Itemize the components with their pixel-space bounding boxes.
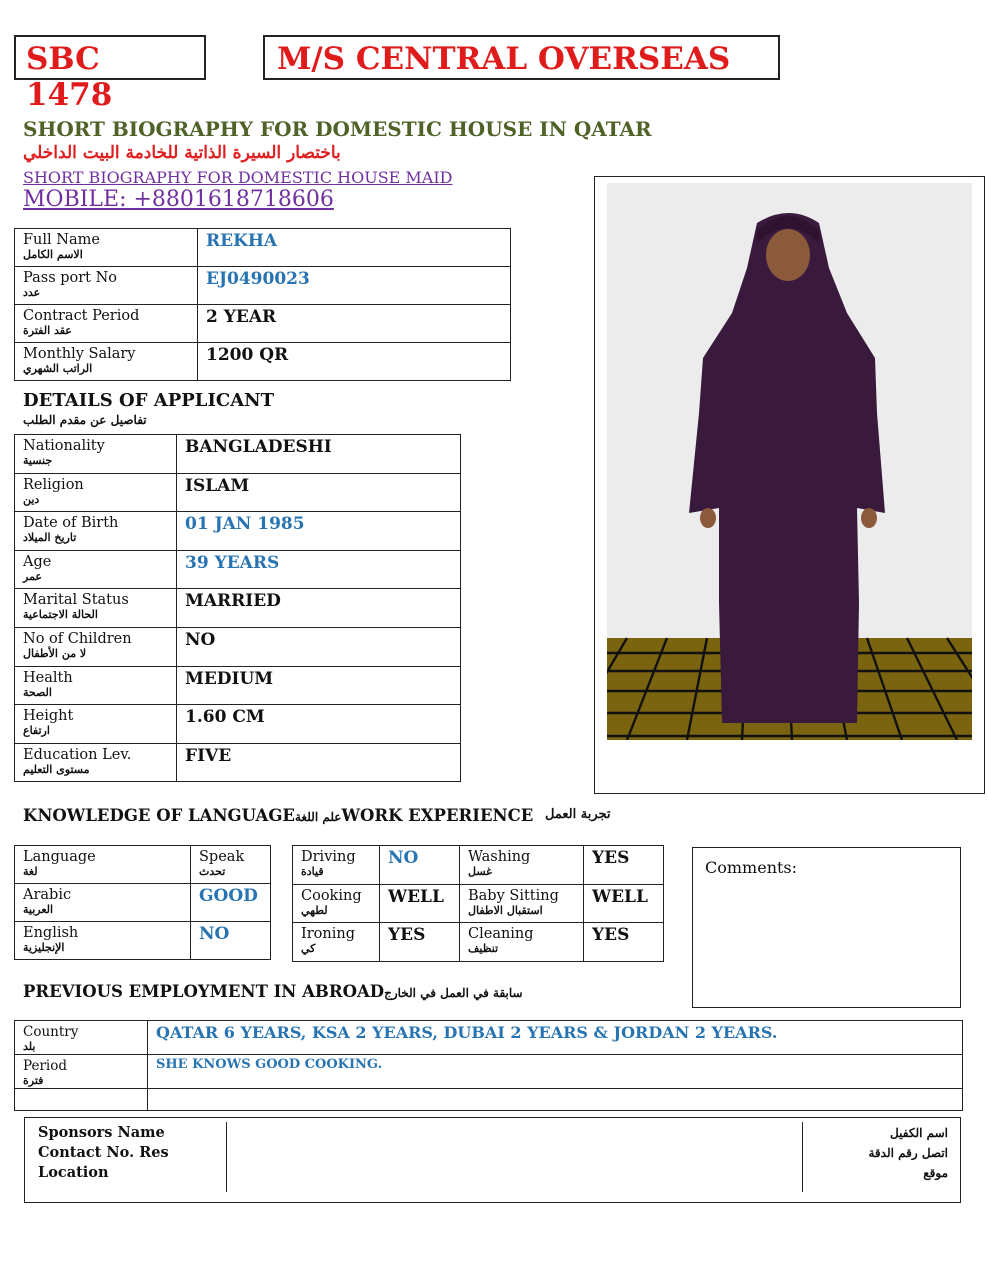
basic-value-cell xyxy=(198,267,511,305)
details-label-ar: لا من الأطفال xyxy=(23,646,87,660)
language-header-row xyxy=(15,846,271,884)
details-value-cell xyxy=(177,512,461,551)
basic-row xyxy=(15,229,511,267)
work-skill-ar: غسل xyxy=(468,865,492,878)
details-row xyxy=(15,435,461,474)
language-table xyxy=(14,845,271,960)
basic-value: EJ0490023 xyxy=(206,269,310,289)
language-label: English xyxy=(23,925,79,941)
language-header-label: Language xyxy=(23,849,96,865)
language-value: GOOD xyxy=(199,886,258,906)
work-skill-ar: تنظيف xyxy=(468,942,499,956)
previous-label: Period xyxy=(23,1058,68,1074)
basic-label-cell xyxy=(15,343,198,381)
basic-label-ar: الراتب الشهري xyxy=(23,362,93,375)
language-row xyxy=(15,922,271,960)
agency-text: M/S CENTRAL OVERSEAS xyxy=(277,41,731,77)
work-skill-cell xyxy=(293,884,380,923)
previous-label-ar: فترة xyxy=(23,1074,44,1087)
sponsor-label-cell xyxy=(30,1162,226,1192)
sponsor-label-ar: اتصل رقم الدقة xyxy=(868,1146,948,1160)
details-label-cell xyxy=(15,435,177,474)
language-label-cell xyxy=(15,922,191,960)
comments-box[interactable] xyxy=(692,847,961,1008)
work-row xyxy=(293,923,664,962)
work-skill-value-cell xyxy=(584,884,664,923)
basic-value: REKHA xyxy=(206,231,278,251)
details-label-ar: دين xyxy=(23,492,40,506)
language-header-ar: لغة xyxy=(23,865,38,878)
work-skill-value: YES xyxy=(388,925,426,946)
sponsor-row xyxy=(30,1162,956,1192)
applicant-photo xyxy=(607,183,972,740)
work-skill-ar: لطهي xyxy=(301,903,328,917)
basic-info-table xyxy=(14,228,511,381)
details-label-ar: جنسية xyxy=(23,454,53,467)
details-label-cell xyxy=(15,666,177,705)
details-row xyxy=(15,743,461,782)
work-skill-value-cell xyxy=(380,846,460,885)
sponsor-label: Contact No. Res xyxy=(38,1144,169,1161)
previous-label-cell xyxy=(15,1021,148,1055)
details-label: Age xyxy=(23,553,52,570)
work-row xyxy=(293,846,664,885)
details-value-cell xyxy=(177,666,461,705)
basic-label-cell xyxy=(15,305,198,343)
work-skill-label: Ironing xyxy=(301,926,355,943)
details-value: 01 JAN 1985 xyxy=(185,514,305,535)
work-skill-value-cell xyxy=(380,884,460,923)
details-row xyxy=(15,473,461,512)
work-skill-cell xyxy=(293,923,380,962)
details-label: Education Lev. xyxy=(23,746,132,763)
details-label-ar: عمر xyxy=(23,569,42,583)
details-value: MEDIUM xyxy=(185,668,274,689)
basic-row xyxy=(15,267,511,305)
previous-label-cell xyxy=(15,1055,148,1089)
details-label-ar: الحالة الاجتماعية xyxy=(23,608,98,622)
basic-label: Monthly Salary xyxy=(23,346,136,362)
sponsor-value-field[interactable] xyxy=(226,1162,802,1192)
details-label: Nationality xyxy=(23,438,105,454)
basic-label-cell xyxy=(15,229,198,267)
work-skill-cell xyxy=(293,846,380,885)
previous-value-cell xyxy=(148,1021,963,1055)
sponsor-label-cell xyxy=(30,1142,226,1162)
previous-empty-row xyxy=(15,1089,963,1111)
work-skill-value: YES xyxy=(592,925,630,946)
work-skill-value: YES xyxy=(592,848,630,868)
language-header-cell xyxy=(15,846,191,884)
speak-header-label: Speak xyxy=(199,849,245,865)
basic-label-ar: عقد الفترة xyxy=(23,324,72,337)
details-table xyxy=(14,434,461,782)
details-label-ar: الصحة xyxy=(23,685,52,699)
details-label-ar: تاريخ الميلاد xyxy=(23,531,77,545)
language-heading xyxy=(23,806,533,825)
sponsor-ar-cell xyxy=(802,1122,956,1142)
basic-value: 2 YEAR xyxy=(206,307,277,327)
work-skill-ar: كي xyxy=(301,942,316,956)
work-skill-cell xyxy=(460,884,584,923)
basic-label-ar: عدد xyxy=(23,286,41,299)
sponsor-value-field[interactable] xyxy=(226,1142,802,1162)
agency-box xyxy=(263,35,780,80)
details-value-cell xyxy=(177,435,461,474)
work-skill-value-cell xyxy=(380,923,460,962)
previous-row xyxy=(15,1021,963,1055)
previous-empty-cell xyxy=(15,1089,148,1111)
details-value-cell xyxy=(177,743,461,782)
details-heading: DETAILS OF APPLICANT xyxy=(23,390,275,411)
language-row xyxy=(15,884,271,922)
title-en: SHORT BIOGRAPHY FOR DOMESTIC HOUSE IN QATAR xyxy=(23,117,652,141)
work-skill-cell xyxy=(460,923,584,962)
language-heading-ar: علم اللغة xyxy=(294,810,342,824)
sponsor-row xyxy=(30,1142,956,1162)
work-skill-value-cell xyxy=(584,846,664,885)
details-label-cell xyxy=(15,743,177,782)
details-row xyxy=(15,666,461,705)
speak-header-ar: تحدث xyxy=(199,865,226,878)
work-skill-label: Driving xyxy=(301,849,356,865)
sponsor-value-field[interactable] xyxy=(226,1122,802,1142)
details-label-cell xyxy=(15,705,177,744)
previous-value-cell xyxy=(148,1055,963,1089)
basic-label-ar: الاسم الكامل xyxy=(23,248,83,261)
details-heading-ar: تفاصيل عن مقدم الطلب xyxy=(23,413,147,427)
details-value-cell xyxy=(177,589,461,628)
details-label-cell xyxy=(15,473,177,512)
language-value-cell xyxy=(191,922,271,960)
work-skill-ar: قيادة xyxy=(301,865,324,878)
title-maid: SHORT BIOGRAPHY FOR DOMESTIC HOUSE MAID xyxy=(23,168,453,187)
previous-row xyxy=(15,1055,963,1089)
details-value-cell xyxy=(177,627,461,666)
language-label-ar: الإنجليزية xyxy=(23,941,65,954)
details-value: FIVE xyxy=(185,745,232,766)
work-heading-en: WORK EXPERIENCE xyxy=(341,806,534,825)
language-label-cell xyxy=(15,884,191,922)
details-value-cell xyxy=(177,550,461,589)
code-text: SBC 1478 xyxy=(26,41,113,113)
sponsor-ar-cell xyxy=(802,1142,956,1162)
details-label: Marital Status xyxy=(23,592,129,609)
work-skill-ar: استقبال الاطفال xyxy=(468,903,543,917)
language-label-ar: العربية xyxy=(23,903,54,916)
details-row xyxy=(15,589,461,628)
mobile-number: MOBILE: +8801618718606 xyxy=(23,187,334,212)
details-value-cell xyxy=(177,473,461,512)
work-table xyxy=(292,845,664,962)
work-skill-label: Cleaning xyxy=(468,926,534,943)
details-row xyxy=(15,550,461,589)
previous-label: Country xyxy=(23,1024,79,1040)
sponsor-ar-cell xyxy=(802,1162,956,1192)
sponsor-table xyxy=(30,1122,956,1192)
details-row xyxy=(15,705,461,744)
work-skill-value: WELL xyxy=(388,886,444,907)
sponsor-row xyxy=(30,1122,956,1142)
details-label: No of Children xyxy=(23,630,132,647)
details-label: Religion xyxy=(23,476,84,493)
basic-label-cell xyxy=(15,267,198,305)
details-row xyxy=(15,627,461,666)
details-value: NO xyxy=(185,629,216,650)
details-label: Health xyxy=(23,669,73,686)
details-label: Date of Birth xyxy=(23,515,119,532)
work-skill-value: NO xyxy=(388,848,419,868)
details-label-cell xyxy=(15,550,177,589)
previous-value: SHE KNOWS GOOD COOKING. xyxy=(156,1057,383,1072)
sponsor-label-cell xyxy=(30,1122,226,1142)
details-label-cell xyxy=(15,589,177,628)
details-label: Height xyxy=(23,708,74,725)
basic-row xyxy=(15,305,511,343)
details-label-ar: مستوى التعليم xyxy=(23,762,90,776)
details-label-cell xyxy=(15,627,177,666)
sponsor-label-ar: اسم الكفيل xyxy=(890,1126,948,1140)
work-skill-cell xyxy=(460,846,584,885)
work-skill-label: Baby Sitting xyxy=(468,887,559,904)
language-value-cell xyxy=(191,884,271,922)
details-value-cell xyxy=(177,705,461,744)
details-value: 1.60 CM xyxy=(185,707,265,728)
basic-label: Pass port No xyxy=(23,270,118,286)
basic-row xyxy=(15,343,511,381)
language-value: NO xyxy=(199,924,230,944)
speak-header-cell xyxy=(191,846,271,884)
sponsor-label-ar: موقع xyxy=(923,1166,948,1180)
previous-heading xyxy=(23,982,523,1001)
applicant-photo-drawing xyxy=(607,183,972,740)
details-value: 39 YEARS xyxy=(185,552,280,573)
title-ar: باختصار السيرة الذاتية للخادمة البيت الداخلي xyxy=(23,143,341,163)
details-label-cell xyxy=(15,512,177,551)
code-box xyxy=(14,35,206,113)
details-row xyxy=(15,512,461,551)
previous-heading-ar: سابقة في العمل في الخارج xyxy=(384,986,523,1000)
sponsor-label: Sponsors Name xyxy=(38,1124,165,1141)
language-label: Arabic xyxy=(23,887,72,903)
work-row xyxy=(293,884,664,923)
previous-value: QATAR 6 YEARS, KSA 2 YEARS, DUBAI 2 YEARS & JORDAN 2 YEARS. xyxy=(156,1023,778,1042)
previous-heading-en: PREVIOUS EMPLOYMENT IN ABROAD xyxy=(23,982,385,1001)
basic-label: Full Name xyxy=(23,232,100,248)
sponsor-label: Location xyxy=(38,1164,109,1181)
previous-label-ar: بلد xyxy=(23,1040,36,1053)
basic-value: 1200 QR xyxy=(206,345,289,365)
work-skill-label: Cooking xyxy=(301,887,362,904)
details-value: BANGLADESHI xyxy=(185,437,332,457)
details-value: ISLAM xyxy=(185,475,250,496)
previous-table xyxy=(14,1020,963,1111)
basic-label: Contract Period xyxy=(23,308,140,324)
language-heading-en: KNOWLEDGE OF LANGUAGE xyxy=(23,806,295,825)
work-skill-label: Washing xyxy=(468,849,531,865)
work-skill-value-cell xyxy=(584,923,664,962)
work-skill-value: WELL xyxy=(592,886,648,907)
basic-value-cell xyxy=(198,305,511,343)
work-heading-ar: تجربة العمل xyxy=(545,807,611,822)
previous-empty-cell xyxy=(148,1089,963,1111)
basic-value-cell xyxy=(198,343,511,381)
details-value: MARRIED xyxy=(185,591,281,612)
comments-label: Comments: xyxy=(705,858,798,877)
basic-value-cell xyxy=(198,229,511,267)
details-label-ar: ارتفاع xyxy=(23,724,50,738)
